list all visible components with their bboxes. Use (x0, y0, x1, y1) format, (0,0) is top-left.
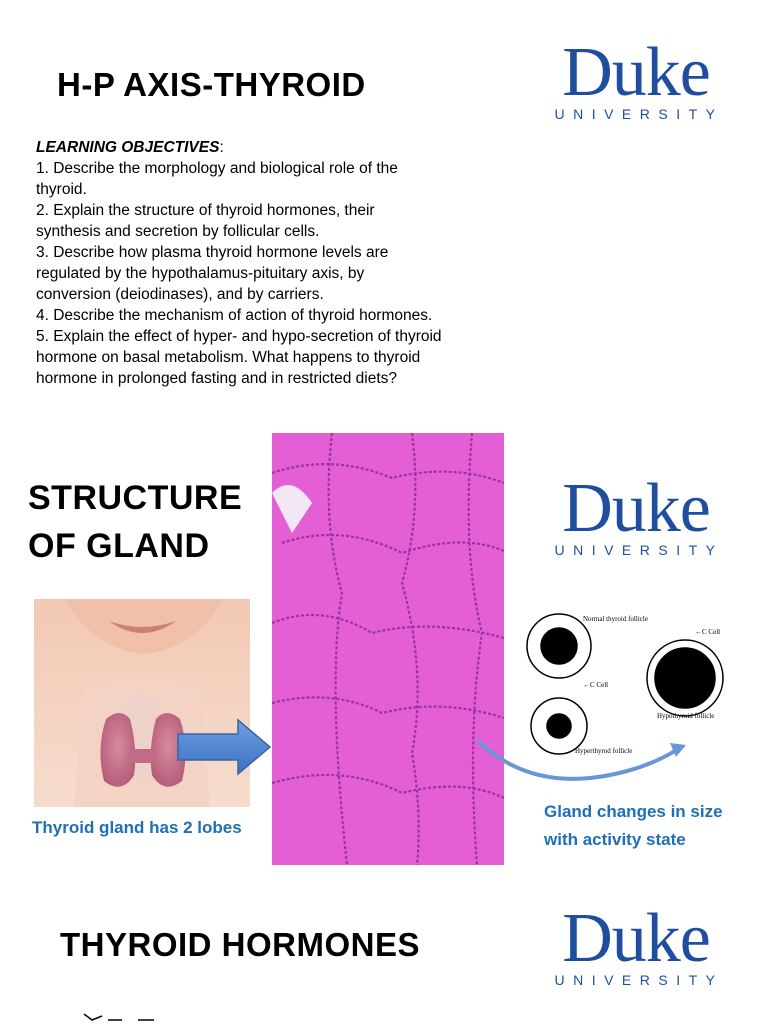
label-normal-follicle: Normal thyroid follicle (583, 615, 648, 623)
title-line: OF GLAND (28, 527, 210, 565)
duke-logo (541, 34, 731, 122)
label-hypo-follicle: Hypothyroid follicle (657, 712, 715, 720)
objectives-heading-line (36, 137, 516, 158)
objective-line: synthesis and secretion by follicular cells. (36, 223, 320, 240)
objective-line: hormone in prolonged fasting and in restricted diets? (36, 370, 398, 387)
curved-arrow-icon (470, 735, 700, 795)
duke-logo-word: Duke (562, 470, 710, 547)
caption-line: with activity state (544, 830, 686, 849)
duke-logo-subtitle: UNIVERSITY (554, 106, 724, 122)
objective-line: 4. Describe the mechanism of action of thyroid hormones. (36, 307, 433, 324)
structure-fragment-icon (78, 1008, 168, 1024)
objective-line: conversion (deiodinases), and by carriers. (36, 286, 324, 303)
slide-title-thyroid-hormones: THYROID HORMONES (60, 926, 421, 963)
duke-logo (541, 900, 731, 988)
thyroid-histology-image (272, 433, 504, 865)
slide-title-structure-of-gland (28, 474, 242, 570)
objective-line: hormone on basal metabolism. What happens to thyroid (36, 349, 421, 366)
caption-line: Gland changes in size (544, 802, 723, 821)
learning-objectives (36, 137, 516, 389)
objectives-heading: LEARNING OBJECTIVES (36, 139, 220, 156)
duke-logo-word: Duke (562, 900, 710, 977)
arrow-right-icon (176, 718, 272, 776)
caption-gland-changes (544, 798, 754, 854)
objective-line: 2. Explain the structure of thyroid hormones, their (36, 202, 375, 219)
label-c-cell-left: ←C Cell (583, 681, 609, 689)
duke-logo-word: Duke (562, 34, 710, 111)
objectives-heading-colon: : (219, 139, 224, 156)
objective-line: 3. Describe how plasma thyroid hormone levels are (36, 244, 389, 261)
duke-logo (541, 470, 731, 558)
objective-line: thyroid. (36, 181, 87, 198)
duke-logo-subtitle: UNIVERSITY (554, 542, 724, 558)
objective-line: regulated by the hypothalamus-pituitary axis, by (36, 265, 365, 282)
slide-title-hp-axis: H-P AXIS-THYROID (57, 66, 366, 103)
caption-thyroid-lobes: Thyroid gland has 2 lobes (32, 818, 242, 837)
objective-line: 1. Describe the morphology and biological role of the (36, 160, 398, 177)
duke-logo-subtitle: UNIVERSITY (554, 972, 724, 988)
label-hyper-follicle: Hyperthyrod follicle (575, 747, 633, 755)
title-line: STRUCTURE (28, 479, 243, 517)
objective-line: 5. Explain the effect of hyper- and hypo-secretion of thyroid (36, 328, 442, 345)
label-c-cell-top: ←C Cell (695, 628, 721, 636)
